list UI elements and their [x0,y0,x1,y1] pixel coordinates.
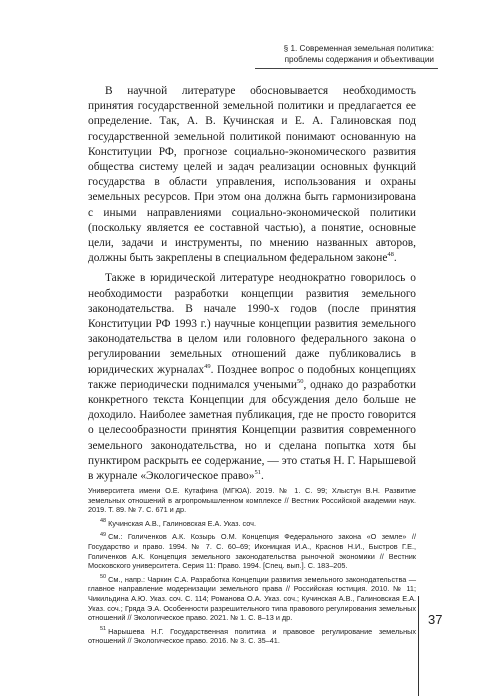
footnote-number: 49 [100,531,107,538]
footnote-number: 51 [100,626,107,633]
paragraph-2-text-a: Также в юридической литературе неоднократно говорилось о необходимости разработки концепции развития земельного законодательства. В начале 1990-х годов (после принятия Конституции РФ 1993 г.) научные концепции развития земельного законодательства в целом или головного федерального закона о регулировании земельных отношений даже публиковались в юридических журналах [88,272,416,376]
page-number-rule [418,596,419,696]
footnote-ref-51[interactable]: 51 [254,469,262,477]
footnote-text: См., напр.: Чаркин С.А. Разработка Концепции развития земельного законодательства — главное направление модернизации земельного права // Российская юстиция. 2010. № 11; Чикильдина А.Ю. Указ. соч. С. 114; Романова О.А. Указ. соч.; Кучинская А.В., Галиновская Е.А. Указ. соч.; Грядa Э.А. Особенности разрешительного типа правового регулирования земельных отношений // Экологическое право. 2021. № 1. С. 8–13 и др. [88,574,416,623]
footnote-51 [88,627,416,646]
running-header [194,44,434,65]
paragraph-2-text-c: , однако до разработки конкретного текста Концепции для обсуждения дело больше не доходило. Наиболее заметная публикация, где не просто говорится о целесообразности принятия Концепции развития современного земельного законодательства, но и сделана попытка хотя бы пунктиром раскрыть ее содержание, — это статья Н. Г. Нарышевой в журнале «Экологическое право» [88,378,416,483]
page-number: 37 [428,612,443,627]
footnote-50 [88,575,416,623]
footnote-text: Нарышева Н.Г. Государственная политика и правовое регулирование земельных отношений // Экологическое право. 2016. № 3. С. 35–41. [88,626,416,646]
footnote-number: 48 [100,518,107,525]
main-text [88,84,416,484]
paragraph-1: В научной литературе обосновывается необходимость принятия государственной земельной политики и предлагается ее определение. Так, А. В. Кучинская и Е. А. Галиновская под государственной земельной политикой понимают основанную на Конституции РФ, прогнозе социально-экономического развития общества систему целей и задач реализации основных функций государства в области управления, использования и охраны земельных ресурсов. При этом она должна быть гармонизирована с иными направлениями социально-экономической политики (поскольку является ее составной частью), а понятие, основные цели, задачи и инструменты, по мнению названных авторов, должны быть закреплены в специальном федеральном законе$^{48}$. [88,85,416,265]
footnote-text: См.: Голиченков А.К. Козырь О.М. Концепция Федерального закона «О земле» // Государство и право. 1994. № 7. С. 60–69; Иконицкая И.А., Краснов Н.И., Быстров Г.Е., Голиченков А.К. Концепция земельного законодательства рыночной экономики // Вестник Московского университета. Серия 11: Право. 1994. [Спец. вып.]. С. 183–205. [88,532,416,571]
footnotes [88,486,416,650]
running-header-line-2: проблемы содержания и объективации [284,54,434,64]
footnote-48 [88,519,416,529]
footnote-text: Кучинская А.В., Галиновская Е.А. Указ. соч. [108,518,256,528]
header-rule [255,68,438,69]
footnote-ref-48[interactable]: 48 [387,251,394,259]
footnote-continuation: Университета имени О.Е. Кутафина (МГЮА). 2019. № 1. С. 99; Хлыстун В.Н. Развитие земельных отношений в агропромышленном комплексе // Вестник Российской академии наук. 2019. Т. 89. № 7. С. 671 и др. [88,486,416,515]
paragraph-2 [88,271,416,484]
footnote-ref-50[interactable]: 50 [296,378,304,386]
paragraph-1-text: В научной литературе обосновывается необходимость принятия государственной земельной политики и предлагается ее определение. Так, А. В. Кучинская и Е. А. Галиновская под государственной земельной политикой понимают основанную на Конституции РФ, прогнозе социально-экономического развития общества систему целей и задач реализации основных функций государства в области управления, использования и охраны земельных ресурсов. При этом она должна быть гармонизирована с иными направлениями социально-экономической политики (поскольку является ее составной частью), а понятие, основные цели, задачи и инструменты, по мнению названных авторов, должны быть закреплены в специальном федеральном законе [88,85,416,265]
footnote-number: 50 [100,574,107,581]
paragraph-2-text-b: . Позднее вопрос о подобных концепциях также периодически поднимался учеными [88,363,416,391]
paragraph-2-text-d: . [261,470,264,483]
footnote-ref-49[interactable]: 49 [204,362,211,370]
footnote-49 [88,532,416,570]
running-header-line-1: § 1. Современная земельная политика: [283,44,434,53]
